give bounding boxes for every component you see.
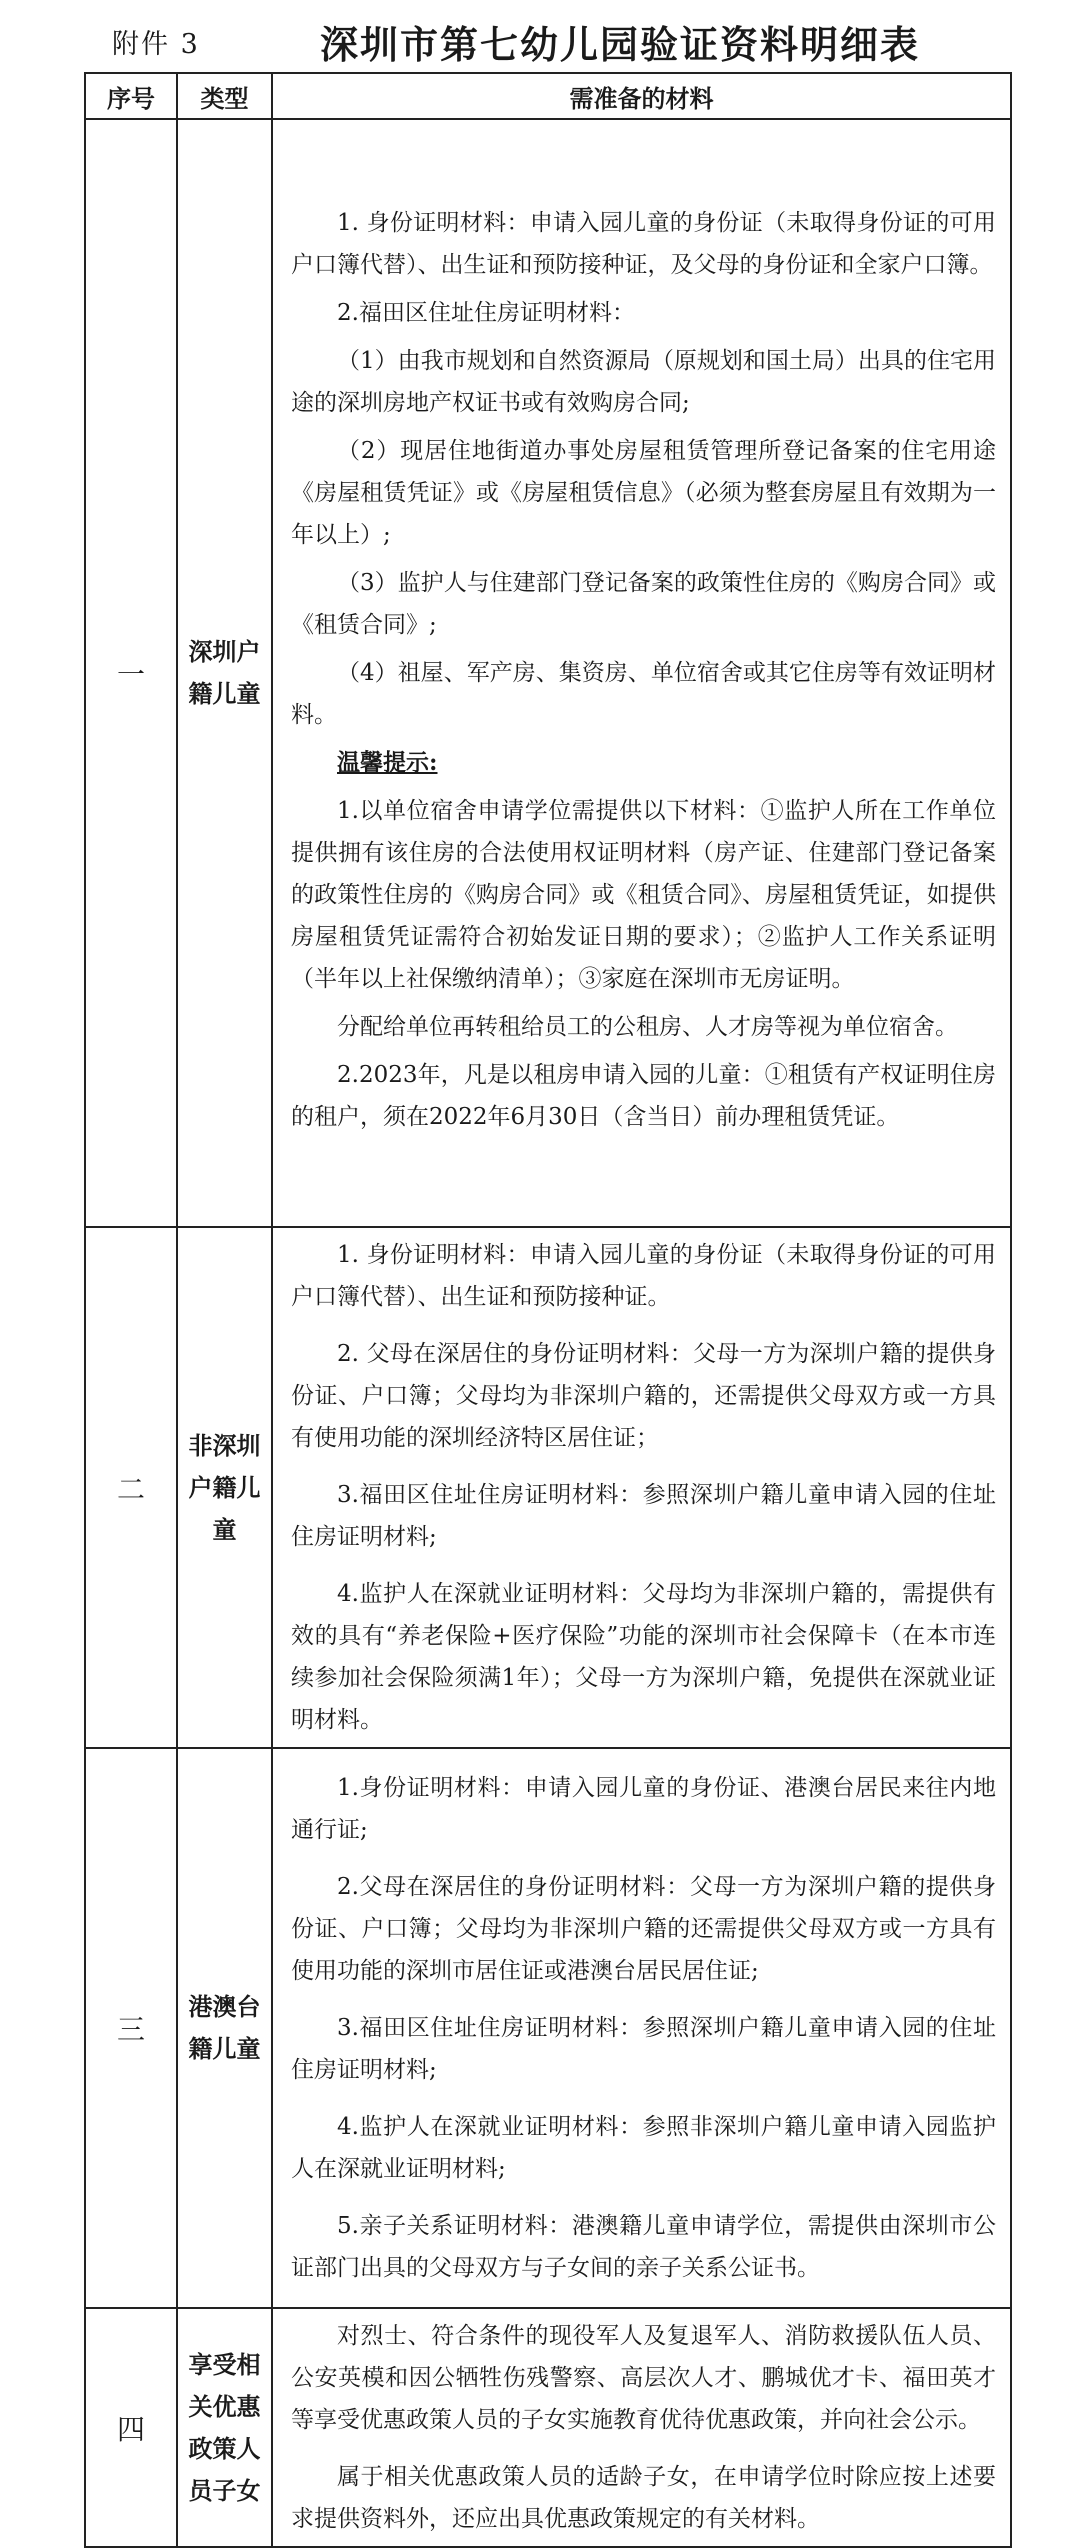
column-header-seq: 序号: [85, 73, 177, 119]
material-item: （3）监护人与住建部门登记备案的政策性住房的《购房合同》或《租赁合同》;: [291, 570, 996, 638]
row-seq: 二: [85, 1227, 177, 1748]
row-materials: [272, 119, 1011, 1227]
row-materials: [272, 2308, 1011, 2547]
column-header-type: 类型: [177, 73, 272, 119]
table-row: [85, 1227, 1011, 1748]
column-header-materials: 需准备的材料: [272, 73, 1011, 119]
materials-table: [84, 72, 1012, 2548]
row-materials: [272, 1748, 1011, 2308]
tip-item: 1.以单位宿舍申请学位需提供以下材料：①监护人所在工作单位提供拥有该住房的合法使用权证明材料（房产证、住建部门登记备案的政策性住房的《购房合同》或《租赁合同》、房屋租赁凭证，如提供房屋租赁凭证需符合初始发证日期的要求）；②监护人工作关系证明（半年以上社保缴纳清单）；③家庭在深圳市无房证明。: [291, 798, 996, 992]
material-item: 4.监护人在深就业证明材料：参照非深圳户籍儿童申请入园监护人在深就业证明材料;: [291, 2114, 996, 2182]
table-row: [85, 2308, 1011, 2547]
table-header-row: [85, 73, 1011, 119]
material-item: 1. 身份证明材料：申请入园儿童的身份证（未取得身份证的可用户口簿代替）、出生证和预防接种证。: [291, 1242, 996, 1310]
row-type: 深圳户籍儿童: [177, 119, 272, 1227]
row-type: 非深圳户籍儿童: [177, 1227, 272, 1748]
row-type: 港澳台籍儿童: [177, 1748, 272, 2308]
material-item: （4）祖屋、军产房、集资房、单位宿舍或其它住房等有效证明材料。: [291, 660, 996, 728]
annex-label: 附件 3: [112, 29, 200, 60]
material-item: （1）由我市规划和自然资源局（原规划和国土局）出具的住宅用途的深圳房地产权证书或有效购房合同;: [291, 348, 996, 416]
material-item: 5.亲子关系证明材料：港澳籍儿童申请学位，需提供由深圳市公证部门出具的父母双方与子女间的亲子关系公证书。: [291, 2213, 996, 2281]
material-item: 1.身份证明材料：申请入园儿童的身份证、港澳台居民来往内地通行证;: [291, 1775, 996, 1843]
tip-title: 温馨提示:: [337, 749, 438, 776]
table-row: [85, 1748, 1011, 2308]
document-header: [0, 0, 1080, 70]
material-item: 2. 父母在深居住的身份证明材料：父母一方为深圳户籍的提供身份证、户口簿；父母均为非深圳户籍的，还需提供父母双方或一方具有使用功能的深圳经济特区居住证；: [291, 1341, 996, 1451]
row-type: 享受相关优惠政策人员子女: [177, 2308, 272, 2547]
tip-item: 2.2023年，凡是以租房申请入园的儿童：①租赁有产权证明住房的租户，须在2022年6月30日（含当日）前办理租赁凭证。: [291, 1062, 996, 1130]
material-item: 3.福田区住址住房证明材料：参照深圳户籍儿童申请入园的住址住房证明材料;: [291, 2015, 996, 2083]
tip-item: 分配给单位再转租给员工的公租房、人才房等视为单位宿舍。: [337, 1014, 958, 1040]
row-materials: [272, 1227, 1011, 1748]
material-item: 3.福田区住址住房证明材料：参照深圳户籍儿童申请入园的住址住房证明材料;: [291, 1482, 996, 1550]
material-item: 属于相关优惠政策人员的适龄子女，在申请学位时除应按上述要求提供资料外，还应出具优惠政策规定的有关材料。: [291, 2464, 996, 2532]
table-row: [85, 119, 1011, 1227]
material-item: （2）现居住地街道办事处房屋租赁管理所登记备案的住宅用途《房屋租赁凭证》或《房屋租赁信息》（必须为整套房屋且有效期为一年以上）;: [291, 438, 996, 548]
page-title: 深圳市第七幼儿园验证资料明细表: [320, 23, 921, 67]
material-item: 对烈士、符合条件的现役军人及复退军人、消防救援队伍人员、公安英模和因公牺牲伤残警察、高层次人才、鹏城优才卡、福田英才等享受优惠政策人员的子女实施教育优待优惠政策，并向社会公示。: [291, 2323, 996, 2433]
material-item: 2.福田区住址住房证明材料：: [337, 300, 635, 326]
material-item: 2.父母在深居住的身份证明材料：父母一方为深圳户籍的提供身份证、户口簿；父母均为非深圳户籍的还需提供父母双方或一方具有使用功能的深圳市居住证或港澳台居民居住证;: [291, 1874, 996, 1984]
row-seq: 一: [85, 119, 177, 1227]
material-item: 4.监护人在深就业证明材料：父母均为非深圳户籍的，需提供有效的具有“养老保险+医疗保险”功能的深圳市社会保障卡（在本市连续参加社会保险须满1年）；父母一方为深圳户籍，免提供在深就业证明材料。: [291, 1581, 996, 1733]
row-seq: 四: [85, 2308, 177, 2547]
row-seq: 三: [85, 1748, 177, 2308]
material-item: 1. 身份证明材料：申请入园儿童的身份证（未取得身份证的可用户口簿代替）、出生证和预防接种证，及父母的身份证和全家户口簿。: [291, 210, 996, 278]
